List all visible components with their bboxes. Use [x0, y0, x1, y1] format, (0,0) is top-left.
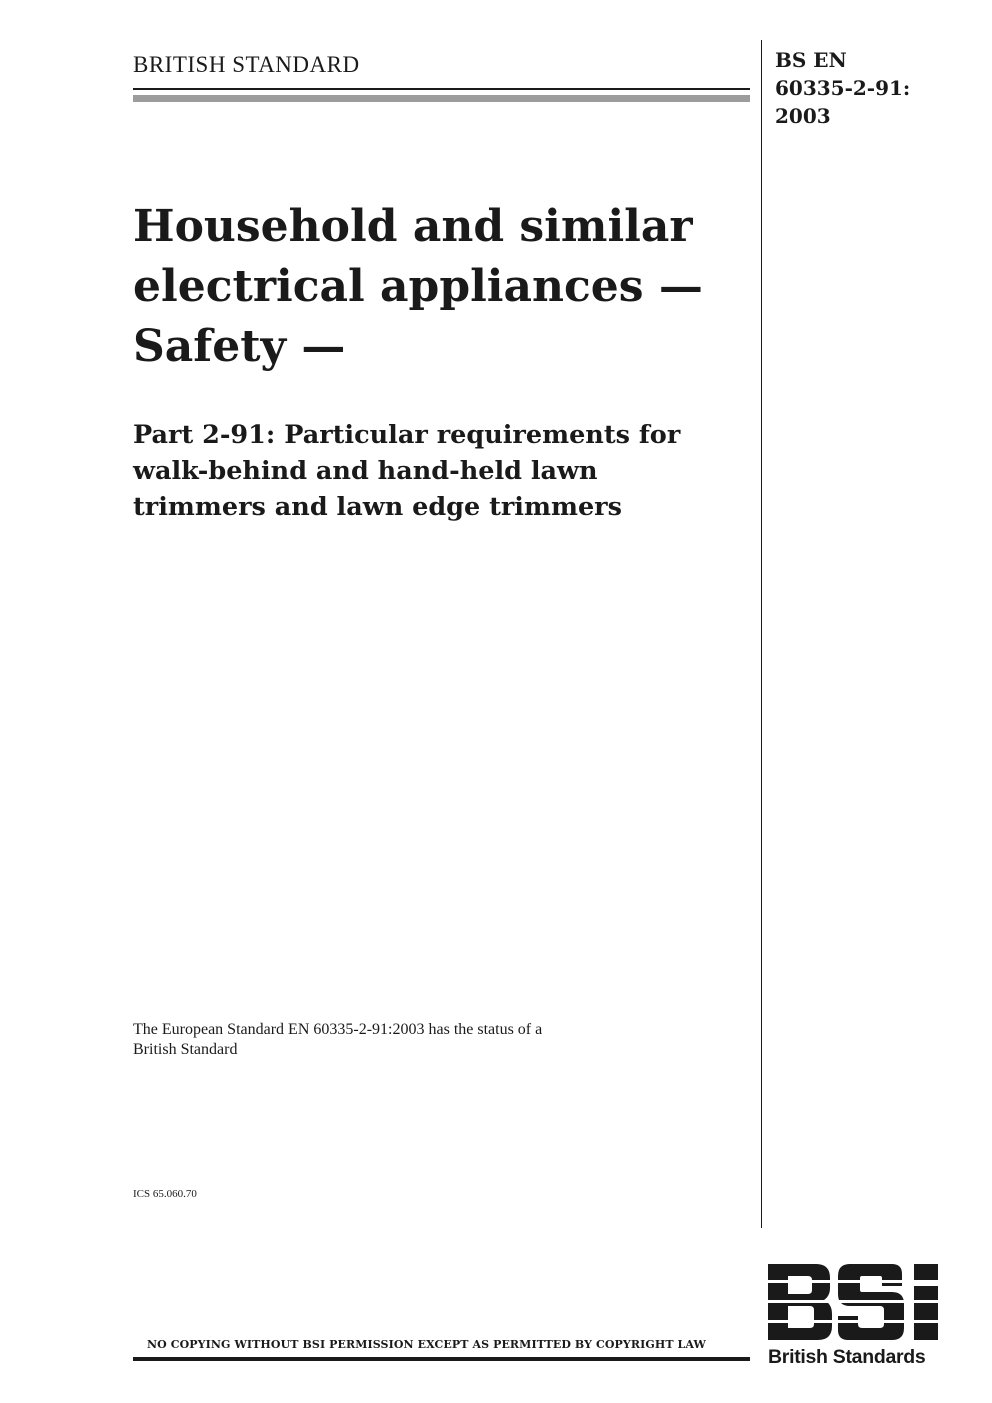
footer-rule: [133, 1357, 750, 1361]
status-note: [133, 1020, 733, 1060]
ics-code: ICS 65.060.70: [133, 1188, 197, 1200]
status-note-line: British Standard: [133, 1041, 238, 1058]
title-line: electrical appliances —: [133, 261, 703, 312]
subtitle-line: Part 2-91: Particular requirements for: [133, 420, 681, 450]
header-label: BRITISH STANDARD: [133, 52, 360, 77]
main-title: [133, 197, 753, 377]
document-number-line: 60335-2-91:: [775, 76, 911, 100]
subtitle-line: walk-behind and hand-held lawn: [133, 456, 598, 486]
document-number-line: BS EN: [775, 48, 847, 72]
part-subtitle: [133, 417, 753, 525]
header-thick-rule: [133, 95, 750, 102]
title-line: Household and similar: [133, 201, 693, 252]
document-number: [775, 46, 975, 130]
title-line: Safety —: [133, 321, 346, 372]
document-number-line: 2003: [775, 104, 831, 128]
bsi-logo-caption: British Standards: [768, 1346, 926, 1368]
vertical-divider: [761, 40, 762, 1228]
header-thin-rule: [133, 88, 750, 90]
status-note-line: The European Standard EN 60335-2-91:2003 has the status of a: [133, 1021, 543, 1038]
copyright-notice: NO COPYING WITHOUT BSI PERMISSION EXCEPT AS PERMITTED BY COPYRIGHT LAW: [147, 1338, 706, 1351]
subtitle-line: trimmers and lawn edge trimmers: [133, 492, 622, 522]
